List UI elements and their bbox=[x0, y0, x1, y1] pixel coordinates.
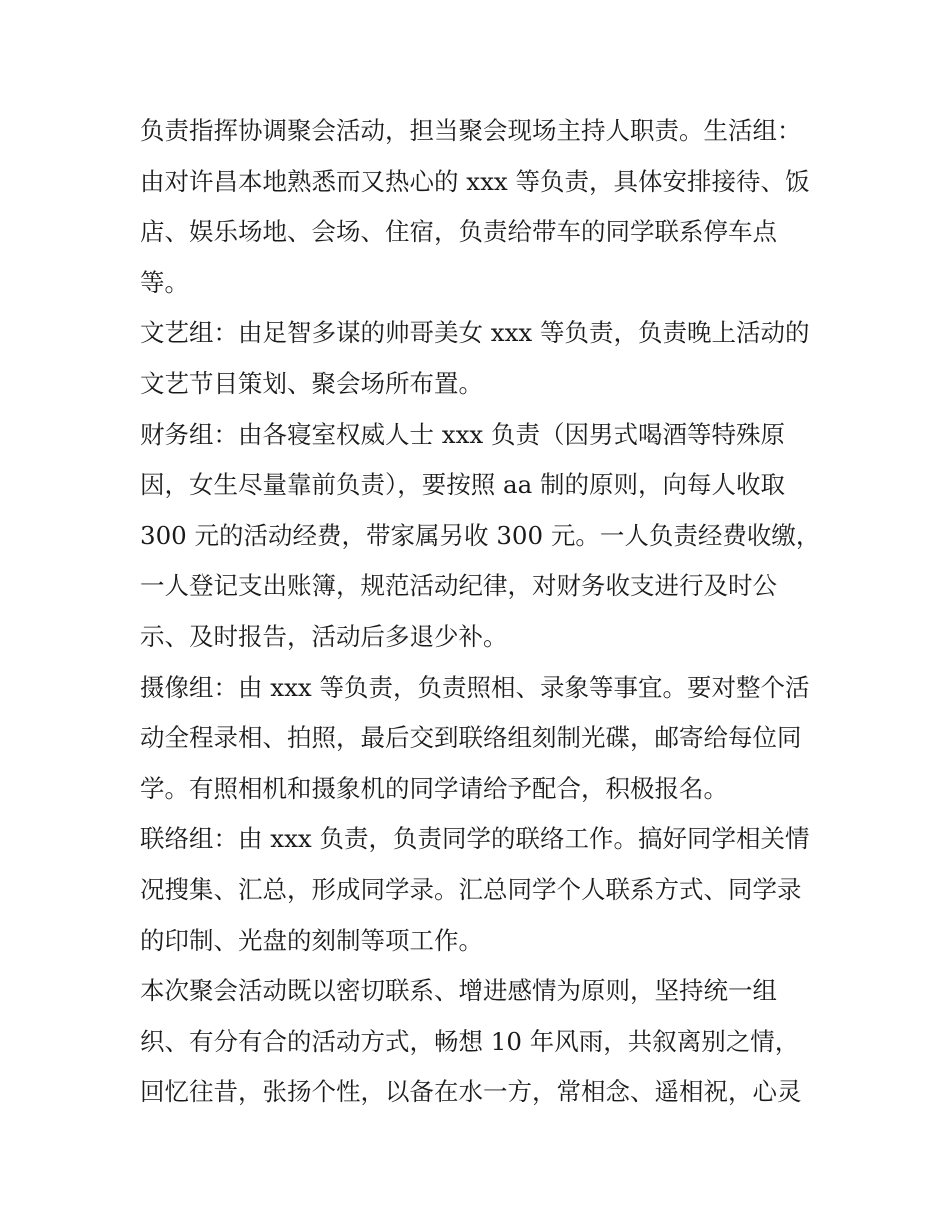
text-line: 等。 bbox=[140, 267, 189, 297]
text-line: 回忆往昔，张扬个性，以备在水一方，常相念、遥相祝，心灵 bbox=[140, 1077, 802, 1107]
paragraph-organizers bbox=[140, 106, 820, 308]
text-line: 300 元的活动经费，带家属另收 300 元。一人负责经费收缴， bbox=[140, 520, 821, 550]
paragraph-arts-group bbox=[140, 308, 820, 409]
paragraph-contact-group bbox=[140, 814, 820, 966]
text-line: 一人登记支出账簿，规范活动纪律，对财务收支进行及时公 bbox=[140, 571, 777, 601]
text-line: 文艺节目策划、聚会场所布置。 bbox=[140, 368, 483, 398]
document-body bbox=[140, 106, 820, 1118]
text-line: 况搜集、汇总，形成同学录。汇总同学个人联系方式、同学录 bbox=[140, 874, 802, 904]
text-line: 织、有分有合的活动方式，畅想 10 年风雨，共叙离别之情， bbox=[140, 1026, 800, 1056]
text-line: 因，女生尽量靠前负责），要按照 aa 制的原则，向每人收取 bbox=[140, 470, 786, 500]
paragraph-summary bbox=[140, 966, 820, 1118]
text-line: 的印制、光盘的刻制等项工作。 bbox=[140, 925, 483, 955]
text-line: 摄像组：由 xxx 等负责，负责照相、录象等事宜。要对整个活 bbox=[140, 672, 810, 702]
text-line: 负责指挥协调聚会活动，担当聚会现场主持人职责。生活组： bbox=[140, 116, 802, 145]
text-line: 动全程录相、拍照，最后交到联络组刻制光碟，邮寄给每位同 bbox=[140, 723, 802, 753]
paragraph-photo-group bbox=[140, 663, 820, 815]
text-line: 店、娱乐场地、会场、住宿，负责给带车的同学联系停车点 bbox=[140, 217, 777, 247]
text-line: 学。有照相机和摄象机的同学请给予配合，积极报名。 bbox=[140, 773, 728, 803]
text-line: 财务组：由各寝室权威人士 xxx 负责（因男式喝酒等特殊原 bbox=[140, 419, 786, 449]
text-line: 文艺组：由足智多谋的帅哥美女 xxx 等负责，负责晚上活动的 bbox=[140, 318, 810, 348]
text-line: 联络组：由 xxx 负责，负责同学的联络工作。搞好同学相关情 bbox=[140, 824, 810, 854]
paragraph-finance-group bbox=[140, 410, 820, 663]
text-line: 示、及时报告，活动后多退少补。 bbox=[140, 621, 508, 651]
text-line: 本次聚会活动既以密切联系、增进感情为原则，坚持统一组 bbox=[140, 976, 777, 1006]
text-line: 由对许昌本地熟悉而又热心的 xxx 等负责，具体安排接待、饭 bbox=[140, 166, 810, 196]
